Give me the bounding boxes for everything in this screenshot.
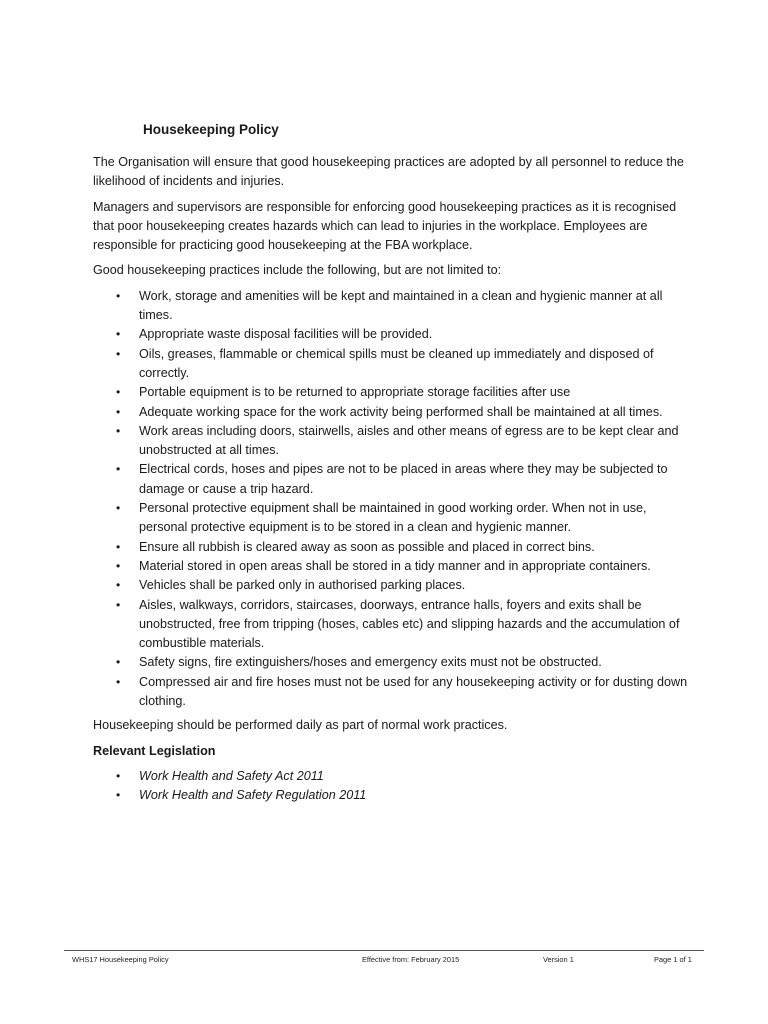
practices-intro: Good housekeeping practices include the following, but are not limited to: [93,263,502,278]
list-item-text: Material stored in open areas shall be stored in a tidy manner and in appropriate containers. [139,558,651,573]
bullet-icon: • [116,558,121,573]
list-item-text: Ensure all rubbish is cleared away as soon as possible and placed in correct bins. [139,539,595,554]
list-item [93,422,693,461]
list-item-text: Compressed air and fire hoses must not be used for any housekeeping activity or for dusting down clothing. [139,674,688,709]
bullet-icon: • [116,597,121,612]
list-item-text: Portable equipment is to be returned to appropriate storage facilities after use [139,385,571,400]
list-item-text: Work areas including doors, stairwells, aisles and other means of egress are to be kept clear and unobstructed at all times. [139,423,679,458]
intro-paragraph: The Organisation will ensure that good housekeeping practices are adopted by all personnel to reduce the likelihood of incidents and injuries. [93,155,684,189]
legislation-list [93,767,693,806]
legislation-act: Work Health and Safety Act 2011 [139,768,324,783]
bullet-icon: • [116,539,121,554]
list-item-text: Adequate working space for the work activity being performed shall be maintained at all times. [139,404,663,419]
bullet-icon: • [116,501,121,516]
list-item [93,460,693,499]
bullet-icon: • [116,423,121,438]
list-item-text: Aisles, walkways, corridors, staircases, doorways, entrance halls, foyers and exits shall be unobstructed, free from tripping (hoses, cables etc) and slipping hazards and the accumulation of combustible materials. [139,597,680,651]
bullet-icon: • [116,462,121,477]
responsibility-paragraph: Managers and supervisors are responsible for enforcing good housekeeping practices as it is recognised that poor housekeeping creates hazards which can lead to injuries in the workplace. Employees are responsible for practicing good housekeeping at the FBA workplace. [93,199,677,253]
practices-list [93,287,693,712]
footer-document-name: WHS17 Housekeeping Policy [72,955,169,964]
list-item [93,538,693,557]
footer-version: Version 1 [543,955,574,964]
list-item [93,383,693,402]
list-item [93,596,693,654]
bullet-icon: • [116,578,121,593]
list-item-text: Personal protective equipment shall be maintained in good working order. When not in use, personal protective equipment is to be stored in a clean and hygienic manner. [139,501,647,535]
footer-divider [64,950,704,951]
bullet-icon: • [116,327,121,342]
closing-paragraph: Housekeeping should be performed daily as part of normal work practices. [93,718,508,733]
list-item-text: Electrical cords, hoses and pipes are not to be placed in areas where they may be subjected to damage or cause a trip hazard. [139,462,668,496]
list-item-text: Oils, greases, flammable or chemical spills must be cleaned up immediately and disposed of correctly. [139,346,654,380]
bullet-icon: • [116,768,121,783]
legislation-heading: Relevant Legislation [93,743,216,758]
bullet-icon: • [116,288,121,303]
document-body [93,153,693,811]
bullet-icon: • [116,674,121,689]
footer-page-number: Page 1 of 1 [654,955,692,964]
list-item [93,403,693,422]
list-item [93,345,693,384]
list-item-text: Vehicles shall be parked only in authorised parking places. [139,578,466,593]
list-item-text: Safety signs, fire extinguishers/hoses and emergency exits must not be obstructed. [139,655,602,670]
list-item [93,786,693,805]
bullet-icon: • [116,655,121,670]
page-title: Housekeeping Policy [143,122,279,137]
bullet-icon: • [116,346,121,361]
footer-effective-date: Effective from: February 2015 [362,955,460,964]
list-item [93,557,693,576]
list-item [93,673,693,712]
list-item-text: Work, storage and amenities will be kept and maintained in a clean and hygienic manner at all times. [139,288,663,323]
bullet-icon: • [116,404,121,419]
list-item [93,325,693,344]
list-item [93,767,693,786]
list-item [93,287,693,326]
list-item [93,653,693,672]
legislation-regulation: Work Health and Safety Regulation 2011 [139,788,367,803]
bullet-icon: • [116,788,121,803]
list-item [93,499,693,538]
list-item-text: Appropriate waste disposal facilities will be provided. [139,327,433,342]
list-item [93,576,693,595]
bullet-icon: • [116,385,121,400]
